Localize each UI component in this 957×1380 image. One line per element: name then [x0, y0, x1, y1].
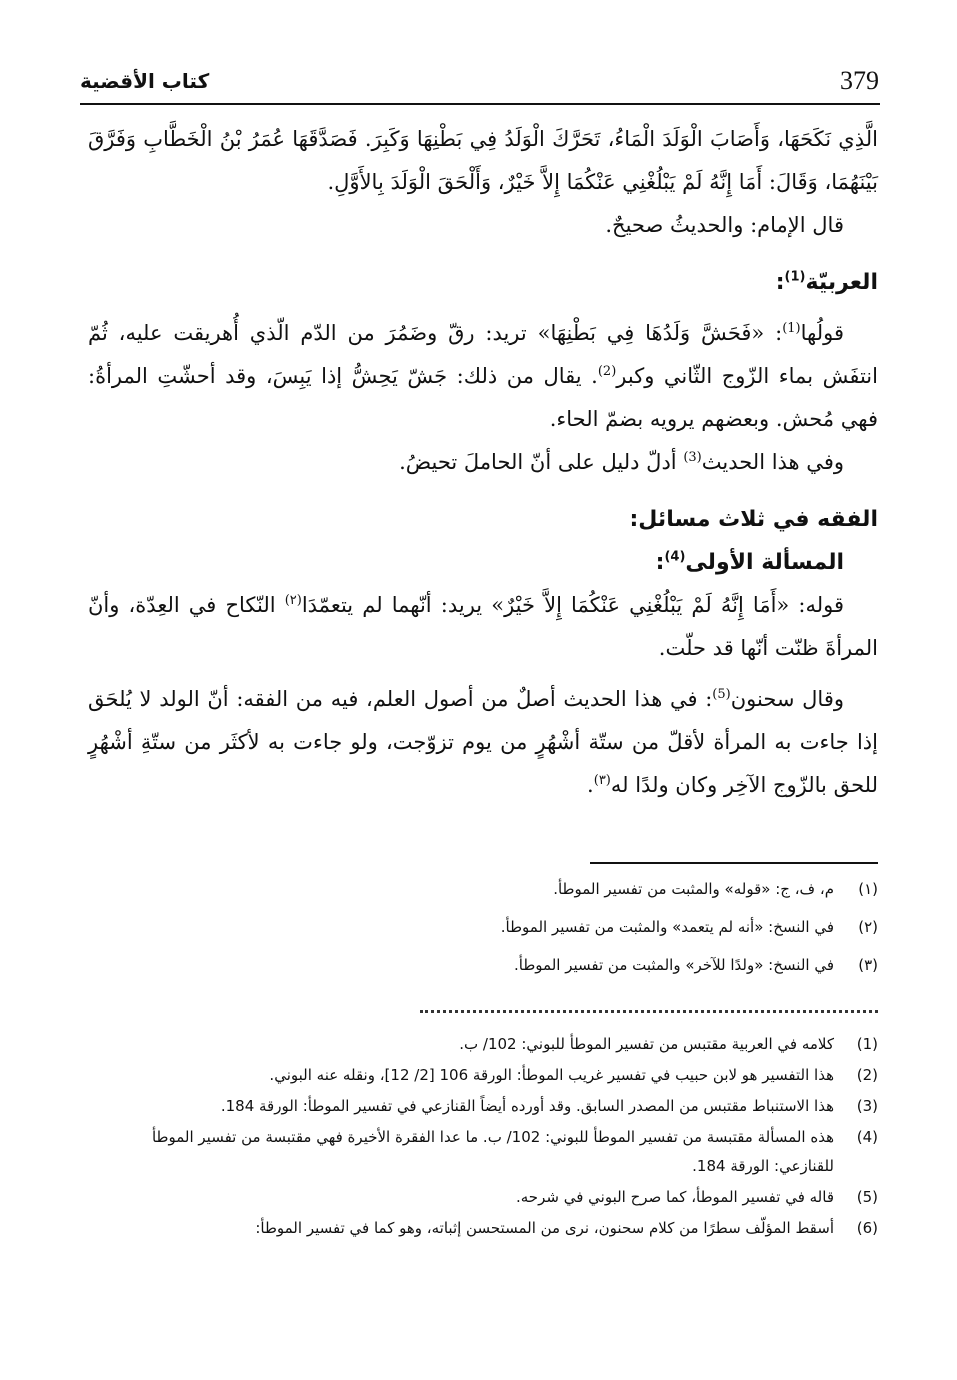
footnote-text: هذا التفسير هو لابن حبيب في تفسير غريب الموطأ: الورقة 106 [2/ 12]، ونقله عنه البوني. — [269, 1066, 834, 1084]
menstruation-paragraph — [88, 441, 878, 484]
footnote-ref: (٢) — [284, 593, 302, 608]
footnote-item — [100, 1030, 878, 1059]
footnote-text: في النسخ: «ولدًا للآخر» والمثبت من تفسير الموطأ. — [514, 956, 834, 974]
footnote-number: (3) — [856, 1097, 878, 1115]
text-run: . — [587, 773, 594, 797]
footnote-text: في النسخ: «أنه لم يتعمد» والمثبت من تفسير الموطأ. — [500, 918, 834, 936]
footnote-ref: (1) — [782, 321, 801, 336]
heading-masala-text: المسألة الأولى — [685, 550, 844, 575]
masala-paragraph — [88, 584, 878, 670]
heading-masala — [88, 541, 878, 584]
text-run: النّكاح في العِدّة، وأنّ المرأةَ ظنّت أنّها قد حلّت. — [88, 593, 878, 660]
footnote-item — [100, 874, 878, 904]
footnote-text: قاله في تفسير الموطأ، كما صرح البوني في شرحه. — [516, 1188, 834, 1206]
page-number: 379 — [840, 66, 879, 95]
text-run: . يقال من ذلك: جَشّ يَحِشُّ إذا يَبِسَ، وقد أحشّتِ المرأةُ: فهي مُحش. وبعضهم يرويه بضمّ الحاء. — [88, 364, 878, 431]
footnote-item — [100, 1123, 878, 1181]
text-run: : «فَحَشَّ وَلَدُهَا فِي بَطْنِهَا» تريد: رقّ وضَمُرَ من الدّم الّذي أُهريقت عليه، ثُمّ انتفَش بماء الزّوج الثّاني وكبر — [88, 321, 878, 388]
footnote-number: (4) — [856, 1128, 878, 1146]
source-footnotes — [100, 1030, 878, 1245]
footnote-ref: (3) — [683, 450, 702, 465]
footnote-text: هذه المسألة مقتبسة من تفسير الموطأ للبوني: 102/ ب. ما عدا الفقرة الأخيرة فهي مقتبسة من تفسير الموطأ للقنازعي: الورقة 184. — [151, 1128, 834, 1175]
footnote-number: (6) — [856, 1219, 878, 1237]
heading-arabiya — [88, 261, 878, 304]
footnote-number: (5) — [856, 1188, 878, 1206]
footnote-item — [100, 1183, 878, 1212]
footnote-number: (2) — [856, 1066, 878, 1084]
footnote-item — [100, 1061, 878, 1090]
text-run: : في هذا الحديث أصلٌ من أصول العلم، فيه من الفقه: أنّ الولد لا يُلحَق إذا جاءت به المرأة لأقلّ من ستّة أشْهُرٍ من يوم تزوّجت، ولو جاءت به لأكثَر من ستّةِ أشْهُرٍ للحق بالزّوج الآخِر وكان ولدًا له — [88, 687, 878, 797]
text-run: أدلّ دليل على أنّ الحاملَ تحيضُ. — [399, 450, 684, 474]
language-paragraph — [88, 312, 878, 441]
footnote-number: (٢) — [858, 918, 878, 936]
page-header — [80, 62, 880, 98]
main-text — [88, 118, 878, 807]
footnote-text: م، ف، ج: «قوله» والمثبت من تفسير الموطأ. — [553, 880, 834, 898]
footnote-item — [100, 912, 878, 942]
heading-colon: : — [655, 550, 665, 575]
editor-footnotes — [100, 874, 878, 988]
header-rule — [80, 103, 880, 105]
footnote-text: هذا الاستنباط مقتبس من المصدر السابق. وقد أورده أيضاً القنازعي في تفسير الموطأ: الورقة 184. — [220, 1097, 834, 1115]
running-title: كتاب الأقضية — [80, 69, 210, 93]
footnote-number: (٣) — [858, 956, 878, 974]
footnote-ref: (1) — [784, 269, 806, 285]
text-run: وفي هذا الحديث — [701, 450, 844, 474]
footnote-ref: (٣) — [593, 773, 611, 788]
footnote-text: كلامه في العربية مقتبس من تفسير الموطأ للبوني: 102/ ب. — [459, 1035, 834, 1053]
footnote-number: (١) — [858, 880, 878, 898]
text-run: قولُها — [800, 321, 844, 345]
text-run: وقال سحنون — [730, 687, 844, 711]
footnote-rule — [590, 862, 878, 864]
footnote-text: أسقط المؤلّف سطرًا من كلام سحنون، نرى من المستحسن إثباته، وهو كما في تفسير الموطأ: — [255, 1219, 834, 1237]
text-run: قوله: «أَمَا إِنَّهُ لَمْ يَبْلُغْنِي عَنْكُمَا إِلاَّ خَيْرٌ» يريد: أنّهما لم يتعمّدَا — [301, 593, 844, 617]
footnote-item — [100, 950, 878, 980]
heading-arabiya-text: العربيّة — [805, 270, 878, 295]
heading-colon: : — [775, 270, 785, 295]
footnote-item — [100, 1092, 878, 1121]
footnote-ref: (4) — [664, 549, 686, 565]
footnote-item — [100, 1214, 878, 1243]
imam-statement: قال الإمام: والحديثُ صحيحٌ. — [605, 213, 844, 237]
hadith-paragraph: الَّذِي نَكَحَهَا، وَأَصَابَ الْوَلَدَ الْمَاءُ، تَحَرَّكَ الْوَلَدُ فِي بَطْنِهَا وَكَبِرَ. فَصَدَّقَهَا عُمَرُ بْنُ الْخَطَّابِ وَفَرَّقَ بَيْنَهُمَا، وَقَالَ: أَمَا إِنَّهُ لَمْ يَبْلُغْنِي عَنْكُمَا إِلاَّ خَيْرٌ، وَأَلْحَقَ الْوَلَدَ بِالأَوَّلِ. — [88, 127, 878, 194]
footnote-ref: (2) — [597, 364, 617, 379]
footnote-ref: (5) — [712, 687, 731, 702]
footnote-number: (1) — [856, 1035, 878, 1053]
sahnun-paragraph — [88, 678, 878, 807]
dotted-separator — [420, 1010, 878, 1013]
heading-fiqh: الفقه في ثلاث مسائل: — [629, 507, 878, 532]
